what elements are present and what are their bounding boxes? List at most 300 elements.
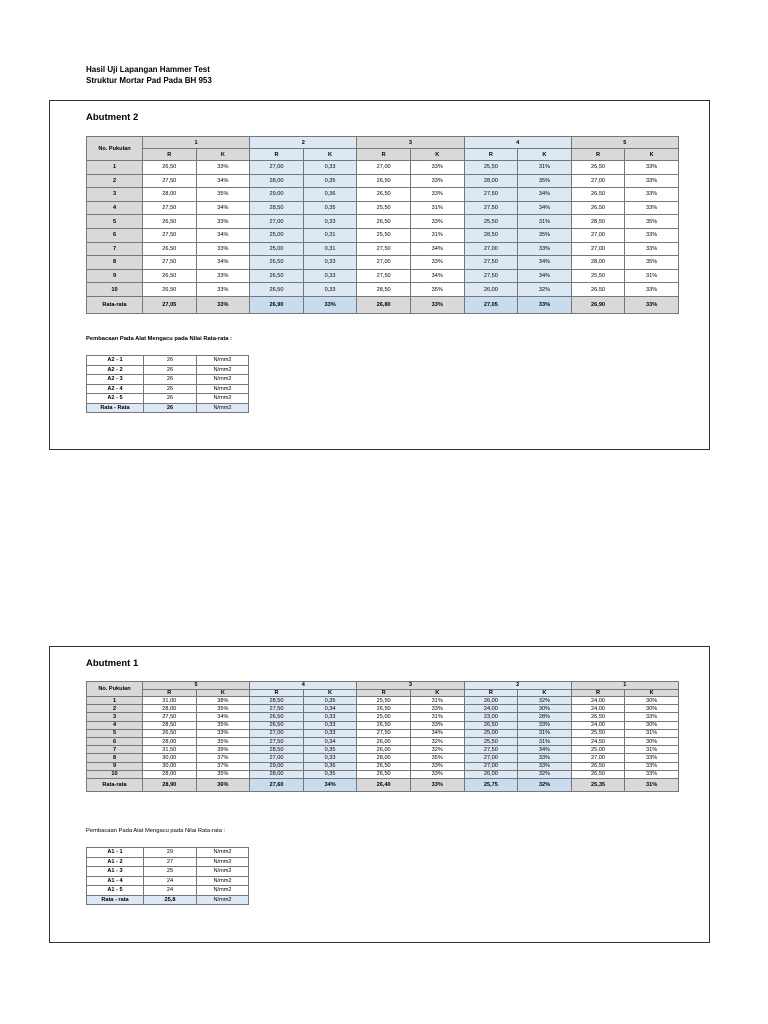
table-row bbox=[87, 721, 679, 729]
table-cell: 26,50 bbox=[250, 283, 304, 297]
table-cell: 25,50 bbox=[464, 215, 518, 229]
table-cell: 27,50 bbox=[143, 201, 197, 215]
table-cell: 25,50 bbox=[357, 228, 411, 242]
table-cell: 34% bbox=[196, 256, 250, 270]
row-number: 9 bbox=[87, 762, 143, 770]
table-cell: 27,50 bbox=[143, 228, 197, 242]
summary-value: 24 bbox=[144, 886, 197, 896]
table-cell: 33% bbox=[196, 283, 250, 297]
table-cell: 27,50 bbox=[464, 746, 518, 754]
table-cell: 29,00 bbox=[250, 188, 304, 202]
table-cell: 33% bbox=[518, 762, 572, 770]
table-cell: 35% bbox=[518, 228, 572, 242]
row-number: 10 bbox=[87, 283, 143, 297]
table-cell: 26,50 bbox=[464, 721, 518, 729]
table-cell: 25,50 bbox=[571, 269, 625, 283]
table-cell: 34% bbox=[518, 269, 572, 283]
table-cell: 33% bbox=[410, 161, 464, 175]
table-cell: 27,00 bbox=[571, 242, 625, 256]
row-number: 4 bbox=[87, 721, 143, 729]
average-cell: 26,90 bbox=[571, 296, 625, 313]
table-cell: 28,50 bbox=[250, 201, 304, 215]
table-cell: 0,33 bbox=[303, 754, 357, 762]
table-row bbox=[87, 269, 679, 283]
summary-value: 26 bbox=[144, 365, 197, 375]
table-row bbox=[87, 746, 679, 754]
table-row bbox=[87, 697, 679, 705]
table-row bbox=[87, 201, 679, 215]
table-row bbox=[87, 228, 679, 242]
table-cell: 26,50 bbox=[571, 201, 625, 215]
table-cell: 28,00 bbox=[357, 754, 411, 762]
summary-unit: N/mm2 bbox=[197, 356, 249, 366]
reading-note: Pembacaan Pada Alat Mengacu pada Nilai Rata-rata : bbox=[86, 828, 226, 834]
document-heading bbox=[86, 64, 212, 86]
average-cell: 31% bbox=[625, 778, 679, 791]
table-cell: 31,00 bbox=[143, 697, 197, 705]
table-cell: 33% bbox=[625, 174, 679, 188]
table-cell: 25,50 bbox=[357, 697, 411, 705]
table-cell: 27,50 bbox=[464, 256, 518, 270]
table-cell: 26,50 bbox=[357, 705, 411, 713]
table-cell: 0,31 bbox=[303, 228, 357, 242]
table-cell: 33% bbox=[410, 174, 464, 188]
table-cell: 37% bbox=[196, 762, 250, 770]
table-cell: 23,00 bbox=[464, 713, 518, 721]
row-number: 3 bbox=[87, 188, 143, 202]
table-cell: 28,00 bbox=[250, 770, 304, 778]
table-cell: 26,50 bbox=[143, 242, 197, 256]
table-cell: 31% bbox=[625, 269, 679, 283]
table-cell: 34% bbox=[196, 713, 250, 721]
table-cell: 0,34 bbox=[303, 737, 357, 745]
summary-label: A1 - 5 bbox=[87, 886, 144, 896]
group-header: 2 bbox=[464, 682, 571, 690]
table-cell: 26,50 bbox=[143, 283, 197, 297]
table-cell: 0,33 bbox=[303, 283, 357, 297]
table-cell: 31% bbox=[518, 161, 572, 175]
summary-unit: N/mm2 bbox=[197, 375, 249, 385]
table-cell: 27,50 bbox=[357, 269, 411, 283]
summary-total-value: 25,8 bbox=[144, 895, 197, 905]
table-cell: 33% bbox=[625, 228, 679, 242]
row-header: No. Pukulan bbox=[87, 137, 143, 161]
row-number: 10 bbox=[87, 770, 143, 778]
table-cell: 24,00 bbox=[464, 705, 518, 713]
group-header: 5 bbox=[571, 137, 678, 149]
average-cell: 33% bbox=[518, 296, 572, 313]
table-cell: 26,50 bbox=[250, 256, 304, 270]
table-cell: 30,00 bbox=[143, 762, 197, 770]
average-cell: 25,75 bbox=[464, 778, 518, 791]
table-cell: 32% bbox=[518, 283, 572, 297]
r-header: R bbox=[250, 689, 304, 697]
table-cell: 26,50 bbox=[571, 762, 625, 770]
table-cell: 32% bbox=[410, 737, 464, 745]
table-cell: 31% bbox=[410, 697, 464, 705]
table-cell: 26,00 bbox=[464, 697, 518, 705]
row-number: 8 bbox=[87, 754, 143, 762]
summary-value: 29 bbox=[144, 848, 197, 858]
summary-label: A2 - 2 bbox=[87, 365, 144, 375]
table-cell: 33% bbox=[625, 201, 679, 215]
table-cell: 32% bbox=[518, 697, 572, 705]
table-cell: 26,50 bbox=[250, 269, 304, 283]
k-header: K bbox=[410, 149, 464, 161]
summary-unit: N/mm2 bbox=[197, 857, 249, 867]
table-cell: 32% bbox=[518, 770, 572, 778]
table-cell: 0,36 bbox=[303, 762, 357, 770]
summary-row bbox=[87, 857, 249, 867]
table-cell: 31,50 bbox=[143, 746, 197, 754]
table-cell: 34% bbox=[518, 201, 572, 215]
table-cell: 33% bbox=[518, 242, 572, 256]
table-cell: 27,00 bbox=[571, 174, 625, 188]
table-cell: 0,33 bbox=[303, 721, 357, 729]
table-cell: 30% bbox=[625, 697, 679, 705]
average-cell: 32% bbox=[518, 778, 572, 791]
table-cell: 39% bbox=[196, 746, 250, 754]
table-cell: 26,50 bbox=[571, 188, 625, 202]
table-cell: 25,00 bbox=[357, 713, 411, 721]
table-cell: 26,00 bbox=[464, 770, 518, 778]
row-number: 4 bbox=[87, 201, 143, 215]
table-cell: 0,33 bbox=[303, 729, 357, 737]
summary-value: 26 bbox=[144, 394, 197, 404]
summary-total-unit: N/mm2 bbox=[197, 895, 249, 905]
table-row bbox=[87, 161, 679, 175]
table-cell: 34% bbox=[196, 228, 250, 242]
table-cell: 26,50 bbox=[250, 721, 304, 729]
table-row bbox=[87, 256, 679, 270]
average-cell: 34% bbox=[303, 778, 357, 791]
table-cell: 34% bbox=[196, 201, 250, 215]
row-number: 9 bbox=[87, 269, 143, 283]
row-number: 8 bbox=[87, 256, 143, 270]
table-cell: 33% bbox=[625, 713, 679, 721]
summary-total-row bbox=[87, 895, 249, 905]
table-row bbox=[87, 770, 679, 778]
summary-row bbox=[87, 867, 249, 877]
row-number: 6 bbox=[87, 737, 143, 745]
table-cell: 25,00 bbox=[250, 228, 304, 242]
average-cell: 36% bbox=[196, 778, 250, 791]
table-cell: 33% bbox=[196, 215, 250, 229]
summary-total-label: Rata - Rata bbox=[87, 403, 144, 413]
table-cell: 33% bbox=[410, 256, 464, 270]
table-cell: 34% bbox=[410, 729, 464, 737]
table-cell: 33% bbox=[410, 762, 464, 770]
summary-label: A2 - 5 bbox=[87, 394, 144, 404]
table-cell: 27,50 bbox=[464, 269, 518, 283]
table-cell: 27,00 bbox=[250, 161, 304, 175]
abutment-2-panel bbox=[49, 100, 710, 450]
table-cell: 27,00 bbox=[464, 754, 518, 762]
average-label: Rata-rata bbox=[87, 296, 143, 313]
table-cell: 27,00 bbox=[571, 754, 625, 762]
r-header: R bbox=[357, 149, 411, 161]
table-cell: 0,33 bbox=[303, 161, 357, 175]
k-header: K bbox=[625, 689, 679, 697]
table-cell: 24,00 bbox=[571, 697, 625, 705]
k-header: K bbox=[196, 689, 250, 697]
k-header: K bbox=[518, 689, 572, 697]
group-header: 2 bbox=[250, 137, 357, 149]
table-cell: 28,50 bbox=[143, 721, 197, 729]
table-cell: 33% bbox=[625, 188, 679, 202]
table-cell: 27,00 bbox=[464, 762, 518, 770]
average-row bbox=[87, 296, 679, 313]
summary-unit: N/mm2 bbox=[197, 394, 249, 404]
group-header: 4 bbox=[250, 682, 357, 690]
table-cell: 35% bbox=[518, 174, 572, 188]
r-header: R bbox=[143, 149, 197, 161]
table-cell: 0,34 bbox=[303, 705, 357, 713]
summary-label: A1 - 1 bbox=[87, 848, 144, 858]
table-cell: 35% bbox=[625, 215, 679, 229]
table-cell: 26,50 bbox=[143, 729, 197, 737]
table-cell: 27,00 bbox=[357, 161, 411, 175]
row-number: 7 bbox=[87, 242, 143, 256]
table-row bbox=[87, 188, 679, 202]
table-cell: 28,50 bbox=[250, 746, 304, 754]
table-cell: 33% bbox=[625, 762, 679, 770]
table-row bbox=[87, 713, 679, 721]
heading-line-1: Hasil Uji Lapangan Hammer Test bbox=[86, 65, 210, 74]
summary-unit: N/mm2 bbox=[197, 886, 249, 896]
summary-row bbox=[87, 384, 249, 394]
table-cell: 33% bbox=[518, 721, 572, 729]
table-cell: 0,35 bbox=[303, 201, 357, 215]
table-cell: 33% bbox=[625, 283, 679, 297]
table-cell: 33% bbox=[625, 161, 679, 175]
table-cell: 0,35 bbox=[303, 697, 357, 705]
table-cell: 31% bbox=[410, 228, 464, 242]
average-cell: 26,40 bbox=[357, 778, 411, 791]
row-number: 3 bbox=[87, 713, 143, 721]
table-cell: 35% bbox=[410, 283, 464, 297]
table-cell: 28,50 bbox=[464, 228, 518, 242]
table-cell: 28,50 bbox=[357, 283, 411, 297]
table-cell: 28,00 bbox=[571, 256, 625, 270]
table-cell: 32% bbox=[410, 746, 464, 754]
group-header: 1 bbox=[143, 137, 250, 149]
table-cell: 35% bbox=[196, 737, 250, 745]
table-cell: 0,36 bbox=[303, 188, 357, 202]
table-cell: 25,50 bbox=[571, 729, 625, 737]
table-cell: 27,00 bbox=[357, 256, 411, 270]
table-cell: 28,50 bbox=[571, 215, 625, 229]
summary-unit: N/mm2 bbox=[197, 365, 249, 375]
average-row bbox=[87, 778, 679, 791]
table-row bbox=[87, 762, 679, 770]
table-cell: 24,50 bbox=[571, 737, 625, 745]
summary-value: 26 bbox=[144, 356, 197, 366]
table-cell: 25,50 bbox=[464, 737, 518, 745]
table-cell: 26,00 bbox=[357, 746, 411, 754]
table-cell: 26,50 bbox=[571, 713, 625, 721]
table-cell: 25,50 bbox=[357, 201, 411, 215]
table-cell: 27,50 bbox=[143, 174, 197, 188]
table-cell: 30% bbox=[625, 721, 679, 729]
group-header: 1 bbox=[571, 682, 678, 690]
table-cell: 26,50 bbox=[357, 762, 411, 770]
table-cell: 27,50 bbox=[250, 705, 304, 713]
table-cell: 33% bbox=[410, 215, 464, 229]
table-cell: 26,50 bbox=[250, 713, 304, 721]
table-row bbox=[87, 729, 679, 737]
row-header: No. Pukulan bbox=[87, 682, 143, 697]
group-header: 3 bbox=[357, 682, 464, 690]
table-cell: 0,33 bbox=[303, 256, 357, 270]
row-number: 2 bbox=[87, 174, 143, 188]
table-cell: 33% bbox=[625, 242, 679, 256]
table-cell: 26,00 bbox=[357, 737, 411, 745]
table-cell: 26,50 bbox=[571, 770, 625, 778]
table-cell: 30,00 bbox=[143, 754, 197, 762]
summary-value: 27 bbox=[144, 857, 197, 867]
hammer-test-table bbox=[86, 136, 679, 314]
table-cell: 33% bbox=[518, 754, 572, 762]
table-cell: 34% bbox=[518, 256, 572, 270]
summary-table bbox=[86, 355, 249, 413]
r-header: R bbox=[464, 149, 518, 161]
panel-title: Abutment 1 bbox=[86, 658, 139, 669]
heading-line-2: Struktur Mortar Pad Pada BH 953 bbox=[86, 76, 212, 85]
table-cell: 27,00 bbox=[464, 242, 518, 256]
table-cell: 26,50 bbox=[357, 770, 411, 778]
table-cell: 27,00 bbox=[250, 754, 304, 762]
average-cell: 27,05 bbox=[143, 296, 197, 313]
row-number: 5 bbox=[87, 729, 143, 737]
table-cell: 28,00 bbox=[143, 737, 197, 745]
k-header: K bbox=[196, 149, 250, 161]
summary-total-label: Rata - rata bbox=[87, 895, 144, 905]
summary-unit: N/mm2 bbox=[197, 848, 249, 858]
table-cell: 26,50 bbox=[571, 283, 625, 297]
summary-total-unit: N/mm2 bbox=[197, 403, 249, 413]
table-cell: 27,50 bbox=[143, 713, 197, 721]
row-number: 6 bbox=[87, 228, 143, 242]
summary-unit: N/mm2 bbox=[197, 867, 249, 877]
k-header: K bbox=[518, 149, 572, 161]
table-cell: 26,50 bbox=[143, 269, 197, 283]
table-cell: 35% bbox=[196, 705, 250, 713]
table-cell: 0,35 bbox=[303, 770, 357, 778]
summary-value: 26 bbox=[144, 384, 197, 394]
table-cell: 28,00 bbox=[250, 174, 304, 188]
table-cell: 30% bbox=[518, 705, 572, 713]
table-cell: 34% bbox=[518, 188, 572, 202]
r-header: R bbox=[464, 689, 518, 697]
table-cell: 33% bbox=[196, 269, 250, 283]
table-cell: 0,35 bbox=[303, 746, 357, 754]
row-number: 7 bbox=[87, 746, 143, 754]
table-cell: 37% bbox=[196, 754, 250, 762]
k-header: K bbox=[303, 689, 357, 697]
row-number: 5 bbox=[87, 215, 143, 229]
table-cell: 31% bbox=[518, 215, 572, 229]
r-header: R bbox=[250, 149, 304, 161]
table-cell: 33% bbox=[410, 770, 464, 778]
average-cell: 33% bbox=[196, 296, 250, 313]
table-cell: 35% bbox=[196, 188, 250, 202]
average-cell: 33% bbox=[303, 296, 357, 313]
row-number: 1 bbox=[87, 161, 143, 175]
table-cell: 27,00 bbox=[571, 228, 625, 242]
abutment-1-panel bbox=[49, 646, 710, 943]
table-cell: 26,50 bbox=[143, 215, 197, 229]
table-cell: 0,33 bbox=[303, 215, 357, 229]
summary-value: 26 bbox=[144, 375, 197, 385]
table-row bbox=[87, 215, 679, 229]
table-cell: 0,33 bbox=[303, 713, 357, 721]
r-header: R bbox=[571, 689, 625, 697]
average-cell: 33% bbox=[410, 778, 464, 791]
table-row bbox=[87, 737, 679, 745]
table-cell: 31% bbox=[410, 713, 464, 721]
table-cell: 34% bbox=[518, 746, 572, 754]
table-cell: 33% bbox=[410, 721, 464, 729]
average-cell: 28,90 bbox=[143, 778, 197, 791]
table-cell: 28,00 bbox=[143, 770, 197, 778]
table-cell: 26,50 bbox=[571, 161, 625, 175]
table-cell: 31% bbox=[625, 746, 679, 754]
r-header: R bbox=[143, 689, 197, 697]
table-cell: 25,50 bbox=[464, 161, 518, 175]
table-cell: 28,00 bbox=[143, 188, 197, 202]
table-cell: 33% bbox=[196, 242, 250, 256]
table-cell: 0,35 bbox=[303, 174, 357, 188]
table-row bbox=[87, 242, 679, 256]
summary-row bbox=[87, 375, 249, 385]
table-row bbox=[87, 283, 679, 297]
average-cell: 33% bbox=[625, 296, 679, 313]
table-cell: 26,50 bbox=[143, 161, 197, 175]
table-cell: 28,00 bbox=[464, 174, 518, 188]
table-cell: 34% bbox=[196, 174, 250, 188]
panel-title: Abutment 2 bbox=[86, 112, 139, 123]
table-cell: 27,50 bbox=[464, 201, 518, 215]
summary-total-row bbox=[87, 403, 249, 413]
table-cell: 26,50 bbox=[357, 174, 411, 188]
table-cell: 28,50 bbox=[250, 697, 304, 705]
summary-table bbox=[86, 847, 249, 905]
table-cell: 31% bbox=[410, 201, 464, 215]
table-cell: 24,00 bbox=[571, 721, 625, 729]
average-cell: 26,80 bbox=[357, 296, 411, 313]
summary-value: 25 bbox=[144, 867, 197, 877]
table-cell: 27,00 bbox=[250, 215, 304, 229]
summary-row bbox=[87, 394, 249, 404]
table-cell: 24,00 bbox=[571, 705, 625, 713]
table-cell: 27,50 bbox=[143, 256, 197, 270]
table-cell: 26,50 bbox=[357, 188, 411, 202]
table-row bbox=[87, 705, 679, 713]
summary-label: A2 - 4 bbox=[87, 384, 144, 394]
summary-unit: N/mm2 bbox=[197, 384, 249, 394]
table-cell: 33% bbox=[625, 770, 679, 778]
table-cell: 38% bbox=[196, 697, 250, 705]
r-header: R bbox=[357, 689, 411, 697]
summary-label: A1 - 4 bbox=[87, 876, 144, 886]
table-cell: 27,50 bbox=[250, 737, 304, 745]
table-cell: 31% bbox=[518, 737, 572, 745]
row-number: 2 bbox=[87, 705, 143, 713]
table-cell: 0,31 bbox=[303, 242, 357, 256]
table-cell: 33% bbox=[196, 729, 250, 737]
summary-unit: N/mm2 bbox=[197, 876, 249, 886]
